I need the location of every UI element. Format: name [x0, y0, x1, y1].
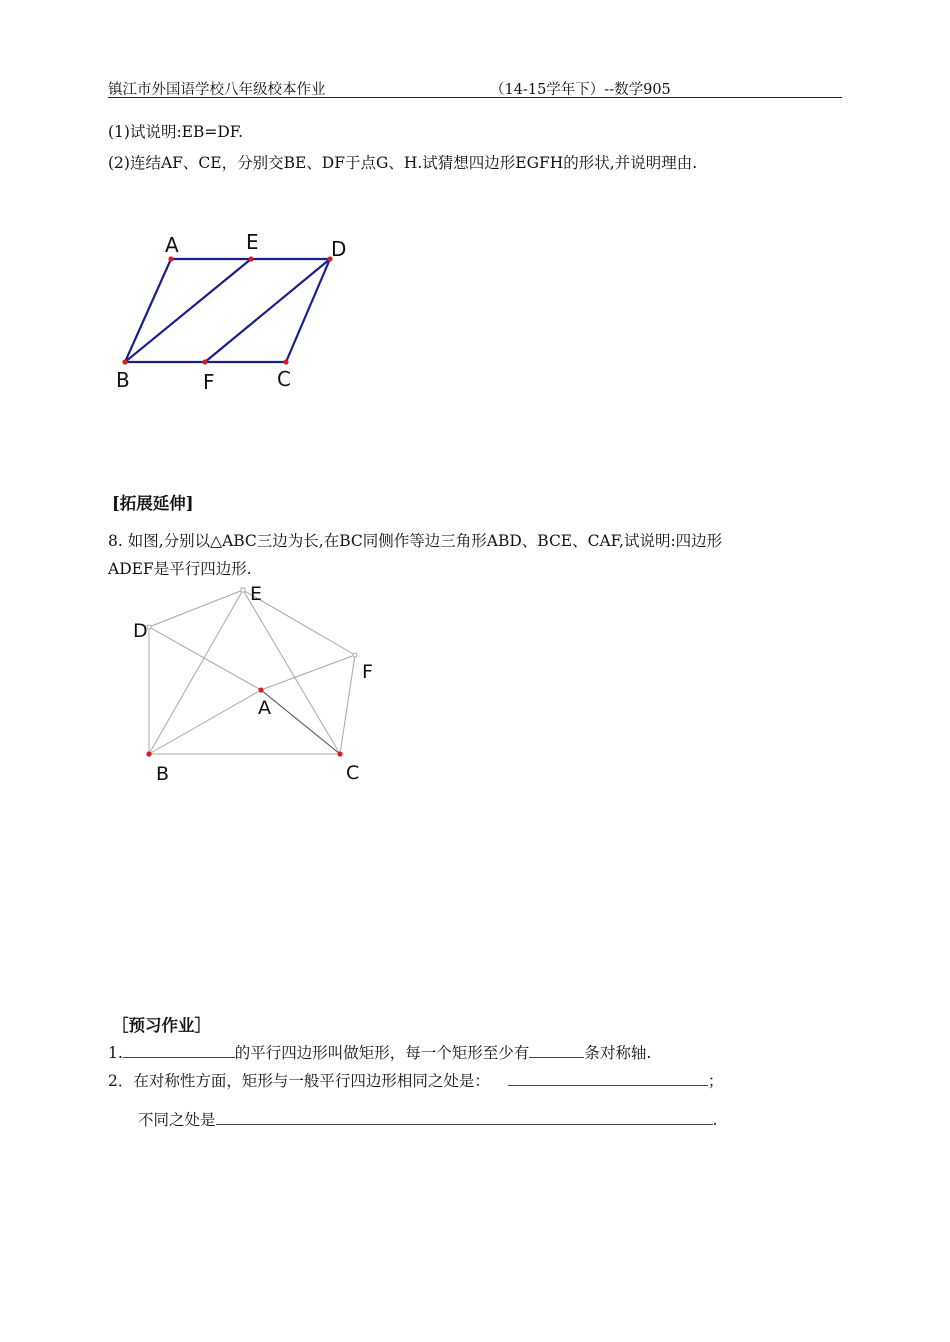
item2-text: 在对称性方面，矩形与一般平行四边形相同之处是：	[133, 1072, 490, 1090]
preview-item1	[108, 1041, 651, 1063]
point-f	[202, 359, 207, 364]
preview-item3	[138, 1108, 717, 1130]
label-d2: D	[133, 620, 148, 642]
figure2-points	[146, 588, 357, 757]
point-a	[168, 256, 173, 261]
segment-ac-dark	[261, 690, 340, 754]
segment-dc	[286, 259, 330, 362]
problem8-line2: ADEF是平行四边形.	[108, 560, 252, 578]
label-d: D	[331, 237, 347, 261]
item1-number: 1.	[108, 1044, 123, 1062]
item2-end: ；	[707, 1072, 724, 1090]
label-b2: B	[156, 763, 170, 785]
problem7-question2: (2)连结AF、CE，分别交BE、DF于点G、H.试猜想四边形EGFH的形状,并说明理由.	[108, 154, 698, 172]
label-e: E	[246, 230, 259, 254]
segment-da	[149, 627, 261, 690]
item2-blank[interactable]	[508, 1071, 708, 1086]
label-f: F	[203, 370, 215, 394]
point-b	[122, 359, 127, 364]
label-a: A	[165, 233, 179, 257]
point-e2	[241, 588, 245, 592]
header-left: 镇江市外国语学校八年级校本作业	[108, 82, 326, 98]
item1-blank1[interactable]	[123, 1043, 235, 1058]
item2-number: 2．	[108, 1072, 134, 1090]
segment-fd	[205, 259, 330, 362]
item1-text: 的平行四边形叫做矩形，每一个矩形至少有	[234, 1044, 530, 1062]
point-c	[283, 359, 288, 364]
item1-blank2[interactable]	[529, 1043, 584, 1058]
segment-de	[149, 590, 243, 627]
point-e	[248, 256, 253, 261]
segment-af	[261, 655, 355, 690]
extension-section-title: [拓展延伸]	[112, 494, 194, 513]
segment-be	[125, 259, 251, 362]
label-c: C	[277, 367, 291, 391]
label-e2: E	[250, 583, 263, 605]
label-c2: C	[346, 762, 360, 784]
point-f2	[353, 653, 357, 657]
item1-end: 条对称轴.	[584, 1044, 652, 1062]
point-b2	[146, 751, 151, 756]
item3-blank[interactable]	[216, 1110, 713, 1125]
item3-end: .	[712, 1111, 718, 1129]
figure1-lines	[125, 259, 330, 362]
problem8-line1: 8. 如图,分别以△ABC三边为长,在BC同侧作等边三角形ABD、BCE、CAF,试说明:四边形	[108, 532, 723, 550]
figure1-points	[122, 256, 332, 364]
preview-item2	[108, 1069, 723, 1091]
figure2-lines	[149, 590, 355, 754]
point-c2	[337, 751, 342, 756]
preview-section-title: ［预习作业］	[112, 1016, 211, 1035]
label-f2: F	[362, 661, 373, 683]
problem7-question1: (1)试说明:EB=DF.	[108, 123, 244, 141]
point-a2	[258, 687, 263, 692]
label-a2: A	[258, 697, 271, 719]
segment-ab2	[149, 690, 261, 754]
segment-fc	[340, 655, 355, 754]
segment-ab	[125, 259, 171, 362]
item3-text: 不同之处是	[138, 1111, 216, 1129]
segment-ec	[243, 590, 340, 754]
header-right: （14-15学年下）--数学905	[490, 82, 671, 98]
label-b: B	[116, 368, 130, 392]
